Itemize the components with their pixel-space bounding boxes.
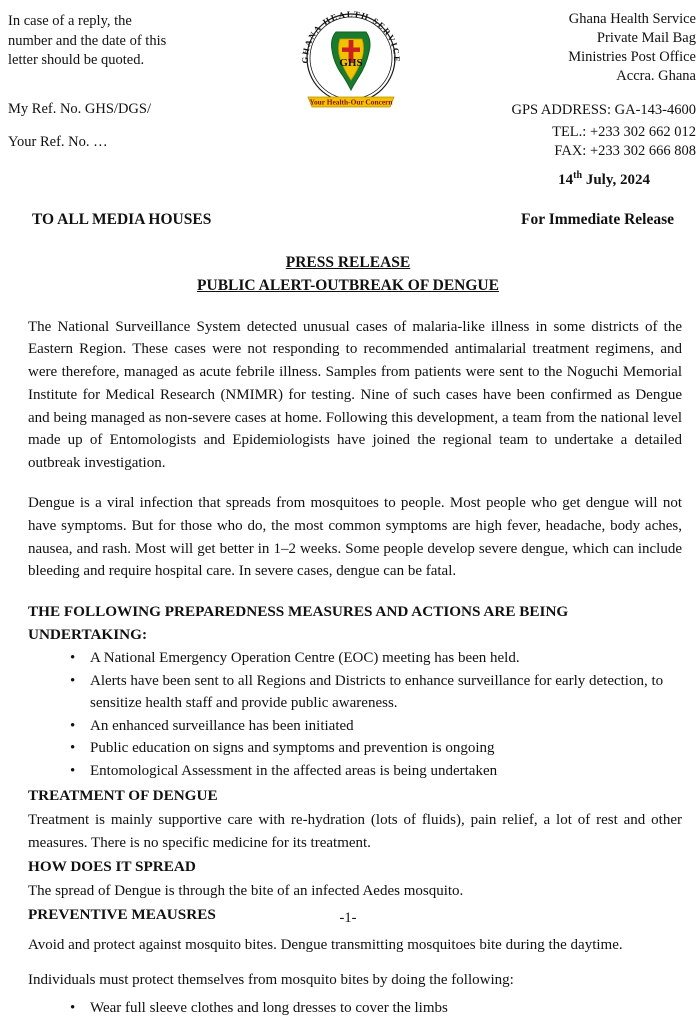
list-item: • Wear full sleeve clothes and long dresses to cover the limbs <box>90 998 682 1020</box>
date-day: 14 <box>558 172 574 188</box>
paragraph-spread: The spread of Dengue is through the bite of an infected Aedes mosquito. <box>28 882 464 899</box>
reply-note-line-1: In case of a reply, the <box>8 13 132 29</box>
heading-spread: HOW DOES IT SPREAD <box>28 857 196 875</box>
list-item: • An enhanced surveillance has been initiated <box>90 716 682 738</box>
svg-text:GHS: GHS <box>339 57 363 69</box>
list-item: • A National Emergency Operation Centre (EOC) meeting has been held. <box>90 648 682 670</box>
logo-svg <box>296 4 406 116</box>
gps-address: GPS ADDRESS: GA-143-4600 <box>511 101 696 118</box>
heading-preventive: PREVENTIVE MEAUSRES <box>28 905 216 923</box>
list-preventive <box>28 998 682 1020</box>
your-reference: Your Ref. No. … <box>8 133 108 150</box>
organisation-address <box>396 10 696 161</box>
recipient-row <box>0 211 696 229</box>
document-titles <box>0 251 696 298</box>
letterhead <box>0 0 696 168</box>
list-preparedness <box>28 648 682 783</box>
address-line-3: Ministries Post Office <box>568 49 696 66</box>
ghana-health-service-logo <box>296 4 406 116</box>
page-title: PRESS RELEASE <box>285 254 411 271</box>
telephone: TEL.: +233 302 662 012 <box>552 123 696 140</box>
list-item: • Public education on signs and symptoms and prevention is ongoing <box>90 738 682 760</box>
address-line-2: Private Mail Bag <box>596 30 696 47</box>
paragraph-about-dengue: Dengue is a viral infection that spreads from mosquitoes to people. Most people who get dengue will not have symptoms. But for those who do, the most common symptoms are high fever, headache, body aches, nausea, and rash. Most will get better in 1–2 weeks. Some people develop severe dengue, which can include bleeding and require hospital care. In severe cases, dengue can be fatal. <box>28 495 682 580</box>
svg-text:Your Health-Our Concern: Your Health-Our Concern <box>309 97 393 107</box>
address-line-4: Accra. Ghana <box>616 68 696 85</box>
addressee: TO ALL MEDIA HOUSES <box>32 211 212 228</box>
letter-date <box>0 170 696 189</box>
page-number: -1- <box>339 910 357 926</box>
our-reference: My Ref. No. GHS/DGS/ <box>8 101 151 117</box>
heading-treatment: TREATMENT OF DENGUE <box>28 786 218 804</box>
reply-note-line-3: letter should be quoted. <box>8 52 145 69</box>
paragraph-preventive-1: Avoid and protect against mosquito bites. Dengue transmitting mosquitoes bite during the daytime. <box>28 936 623 953</box>
date-rest: July, 2024 <box>582 172 650 188</box>
paragraph-treatment: Treatment is mainly supportive care with re-hydration (lots of fluids), pain relief, a lot of rest and other measures. There is no specific medicine for its treatment. <box>28 812 682 851</box>
page-subtitle: PUBLIC ALERT-OUTBREAK OF DENGUE <box>197 277 499 295</box>
fax: FAX: +233 302 666 808 <box>554 142 696 159</box>
paragraph-preventive-2: Individuals must protect themselves from mosquito bites by doing the following: <box>28 972 514 989</box>
reply-note-line-2: number and the date of this <box>8 32 167 49</box>
list-item: • Alerts have been sent to all Regions and Districts to enhance surveillance for early detection, to sensitize health staff and provide public awareness. <box>90 671 682 715</box>
reply-note <box>8 12 238 71</box>
paragraph-background: The National Surveillance System detected unusual cases of malaria-like illness in some districts of the Eastern Region. These cases were not responding to recommended antimalarial treatment regimens, and were therefore, managed as acute febrile illness. Samples from patients were sent to the Noguchi Memorial Institute for Medical Research (NMIMR) for testing. Nine of such cases have been confirmed as Dengue and being managed as non-severe cases at home. Following this development, a team from the national level made up of Entomologists and Epidemiologists have joined the regional team to undertake a detailed outbreak investigation. <box>28 318 682 472</box>
svg-text:GHANA HEALTH SERVICE: GHANA HEALTH SERVICE <box>299 8 403 64</box>
address-line-1: Ghana Health Service <box>568 11 696 27</box>
list-item: • Entomological Assessment in the affected areas is being undertaken <box>90 761 682 783</box>
reference-block <box>8 100 268 165</box>
heading-preparedness: THE FOLLOWING PREPAREDNESS MEASURES AND ACTIONS ARE BEING UNDERTAKING: <box>28 603 569 644</box>
date-suffix: th <box>573 170 583 181</box>
release-note: For Immediate Release <box>521 211 674 228</box>
